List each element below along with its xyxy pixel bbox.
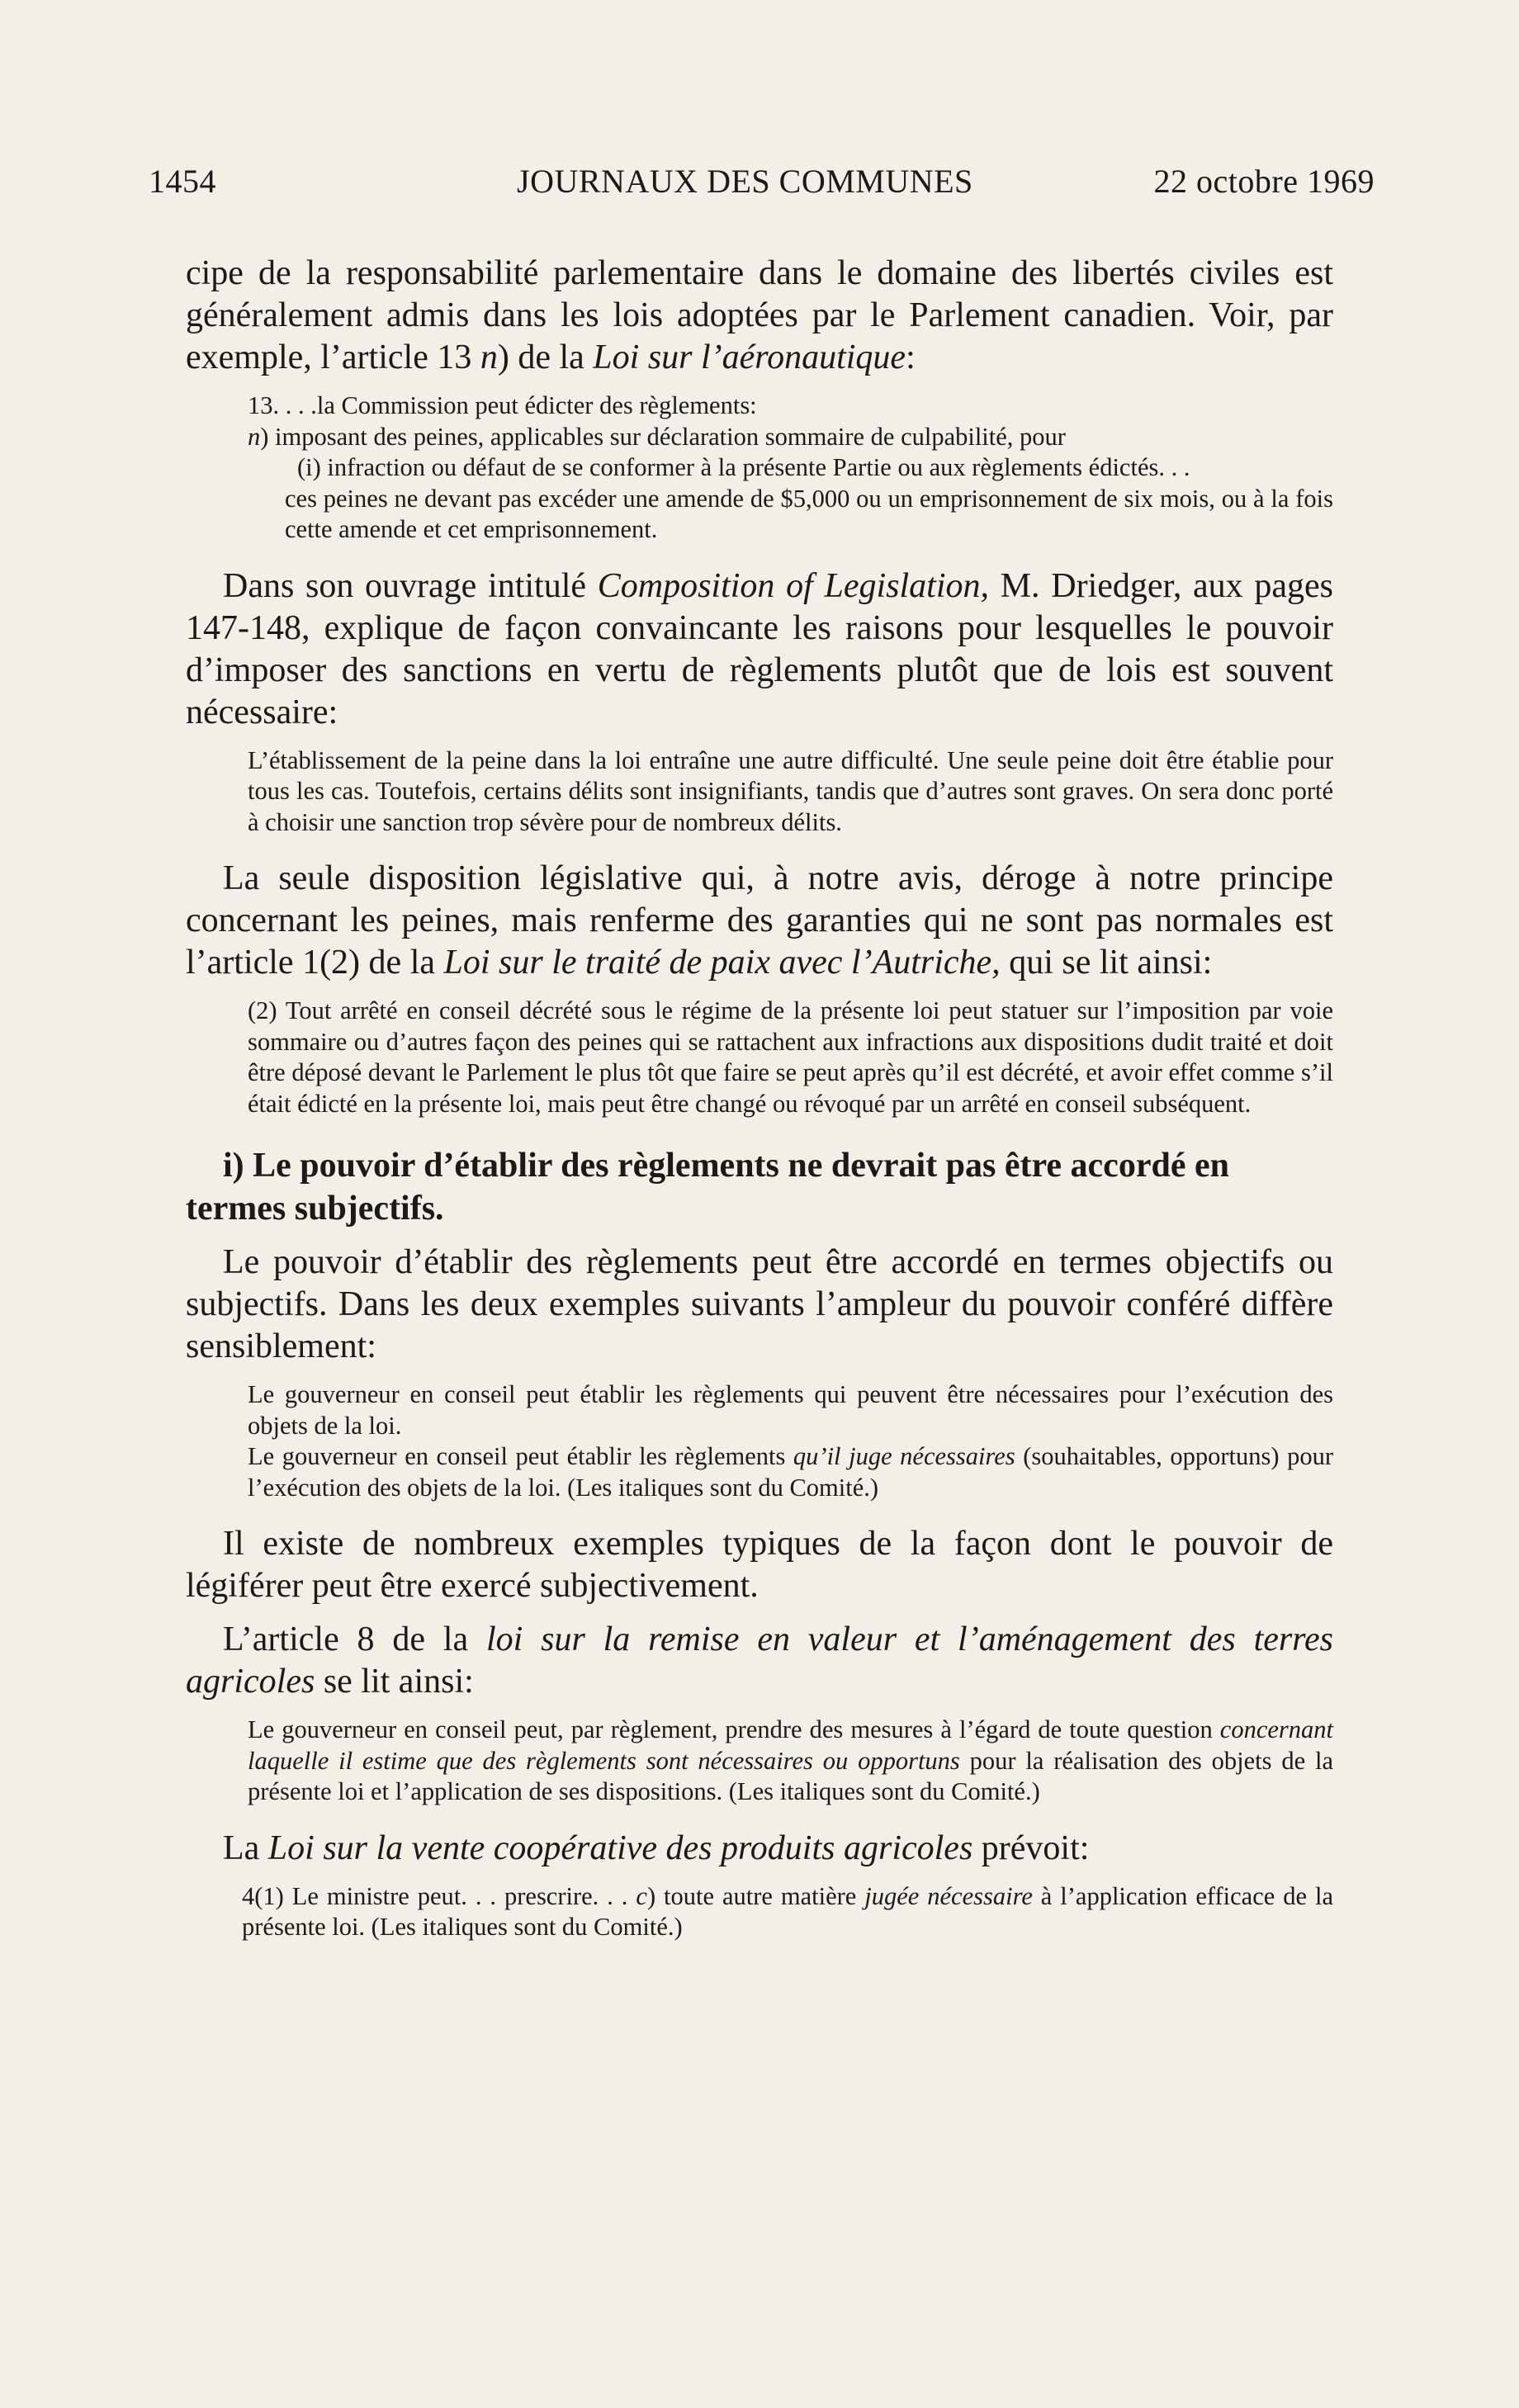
quote-text: Le gouverneur en conseil peut, par règlement, prendre des mesures à l’égard de toute question concernant laquelle il estime que des règlements sont nécessaires ou opportuns pour la réalisation des objets de la présente loi et l’application de ses dispositions. (Les italiques sont du Comité.) — [248, 1715, 1333, 1805]
page-number: 1454 — [149, 163, 216, 200]
paragraph-terres-agricoles: L’article 8 de la loi sur la remise en valeur et l’aménagement des terres agricoles se lit ainsi: — [186, 1620, 1333, 1701]
quote-vente-cooperative — [242, 1881, 1333, 1943]
running-header — [149, 162, 1375, 208]
quote-text: 4(1) Le ministre peut. . . prescrire. . . c) toute autre matière jugée nécessaire à l’application efficace de la présente loi. (Les italiques sont du Comité.) — [242, 1881, 1333, 1941]
paragraph-objectifs: Le pouvoir d’établir des règlements peut être accordé en termes objectifs ou subjectifs. Dans les deux exemples suivants l’ampleur du pouvoir conféré diffère sensiblement: — [186, 1243, 1333, 1365]
paragraph-autriche: La seule disposition législative qui, à notre avis, déroge à notre principe concernant les peines, mais renferme des garanties qui ne sont pas normales est l’article 1(2) de la Loi sur le traité de paix avec l’Autriche, qui se lit ainsi: — [186, 859, 1333, 982]
quote-item-i: (i) infraction ou défaut de se conformer à la présente Partie ou aux règlements édictés. . . — [297, 453, 1190, 481]
paragraph-driedger: Dans son ouvrage intitulé Composition of Legislation, M. Driedger, aux pages 147-148, explique de façon convaincante les raisons pour lesquelles le pouvoir d’imposer des sanctions en vertu de règlements plutôt que de lois est souvent nécessaire: — [186, 566, 1333, 731]
page-body — [186, 253, 1333, 1943]
paragraph-vente-cooperative: La Loi sur la vente coopérative des produits agricoles prévoit: — [223, 1828, 1090, 1867]
quote-autriche — [248, 996, 1333, 1119]
paragraph-responsabilite: cipe de la responsabilité parlementaire dans le domaine des libertés civiles est généralement admis dans les lois adoptées par le Parlement canadien. Voir, par exemple, l’article 13 n) de la Loi sur l’aéronautique: — [186, 254, 1333, 376]
quote-tail: ces peines ne devant pas excéder une amende de $5,000 ou un emprisonnement de six mois, ou à la fois cette amende et cet emprisonnement. — [285, 484, 1333, 543]
header-date: 22 octobre 1969 — [1153, 163, 1375, 200]
section-heading: i) Le pouvoir d’établir des règlements ne devrait pas être accordé en termes subjectifs. — [186, 1147, 1229, 1228]
quote-item-n: n) imposant des peines, applicables sur déclaration sommaire de culpabilité, pour — [248, 422, 1066, 451]
quote-driedger — [248, 745, 1333, 839]
quote-text: L’établissement de la peine dans la loi entraîne une autre difficulté. Une seule peine doit être établie pour tous les cas. Toutefois, certains délits sont insignifiants, tandis que d’autres sont graves. On sera donc porté à choisir une sanction trop sévère pour de nombreux délits. — [248, 745, 1333, 836]
journal-title: JOURNAUX DES COMMUNES — [517, 163, 973, 200]
quote-text: (2) Tout arrêté en conseil décrété sous le régime de la présente loi peut statuer sur l’imposition par voie sommaire ou d’autres façon des peines qui se rattachent aux infractions aux dispositions dudit traité et doit être déposé devant le Parlement le plus tôt que faire se peut après qu’il est décrété, et avoir effet comme s’il était édicté en la présente loi, mais peut être changé ou révoqué par un arrêté en conseil subséquent. — [248, 996, 1333, 1118]
quote-terres-agricoles — [248, 1715, 1333, 1808]
quote-line: Le gouverneur en conseil peut établir les règlements qui peuvent être nécessaires pour l’exécution des objets de la loi. — [248, 1380, 1333, 1440]
quote-line: Le gouverneur en conseil peut établir les règlements qu’il juge nécessaires (souhaitables, opportuns) pour l’exécution des objets de la loi. (Les italiques sont du Comité.) — [248, 1442, 1333, 1502]
paragraph-exemples: Il existe de nombreux exemples typiques de la façon dont le pouvoir de légiférer peut être exercé subjectivement. — [186, 1525, 1333, 1605]
quote-aeronautique — [248, 390, 1333, 546]
quote-gouverneur — [248, 1379, 1333, 1503]
quote-line: 13. . . .la Commission peut édicter des règlements: — [248, 391, 757, 419]
